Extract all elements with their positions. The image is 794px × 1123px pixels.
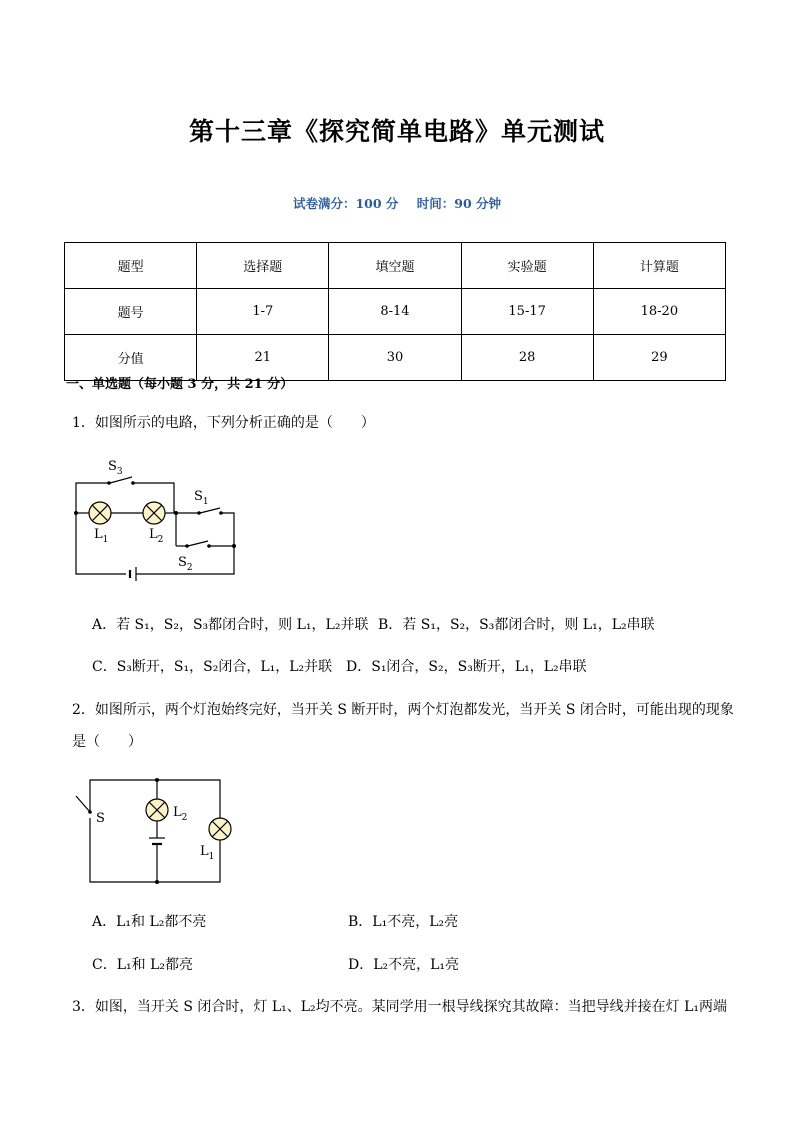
lamp-l1-icon <box>209 818 231 840</box>
lamp-l1-icon <box>89 502 111 524</box>
q1-option-c[interactable]: C．S₃断开，S₁，S₂闭合，L₁，L₂并联 <box>92 659 333 675</box>
q1-option-d[interactable]: D．S₁闭合，S₂，S₃断开，L₁，L₂串联 <box>346 659 587 675</box>
q2-option-d[interactable]: D．L₂不亮，L₁亮 <box>348 957 460 973</box>
q2-option-b[interactable]: B．L₁不亮，L₂亮 <box>348 914 459 930</box>
q2-option-c[interactable]: C．L₁和 L₂都亮 <box>92 957 193 973</box>
exam-time: 时间：90 分钟 <box>416 196 502 211</box>
q2-stem-line1: 2．如图所示，两个灯泡始终完好，当开关 S 断开时，两个灯泡都发光，当开关 S 闭合时，可能出现的现象 <box>72 702 734 718</box>
full-score: 试卷满分：100 分 <box>292 196 399 211</box>
table-cell: 分值 <box>65 335 197 381</box>
table-row <box>65 289 726 335</box>
label-l2: $L_2$ <box>173 805 188 823</box>
table-cell: 实验题 <box>461 243 593 289</box>
table-cell: 21 <box>197 335 329 381</box>
table-cell: 30 <box>329 335 461 381</box>
label-s: S <box>96 811 105 826</box>
label-l1: $L_1$ <box>94 527 109 545</box>
table-row <box>65 335 726 381</box>
table-cell: 28 <box>461 335 593 381</box>
q3-stem: 3．如图，当开关 S 闭合时，灯 L₁、L₂均不亮。某同学用一根导线探究其故障：当把导线并接在灯 L₁两端 <box>72 999 728 1015</box>
q1-stem: 1．如图所示的电路，下列分析正确的是（ ） <box>72 415 375 431</box>
score-table <box>64 242 726 381</box>
section-heading: 一、单选题（每小题 3 分，共 21 分） <box>66 377 294 392</box>
label-s1: $S_1$ <box>194 489 209 507</box>
label-s3: $S_3$ <box>108 459 123 477</box>
table-cell: 选择题 <box>197 243 329 289</box>
q1-option-a[interactable]: A．若 S₁，S₂，S₃都闭合时，则 L₁，L₂并联 <box>92 617 369 633</box>
table-cell: 填空题 <box>329 243 461 289</box>
table-cell: 1-7 <box>197 289 329 335</box>
q1-circuit-diagram <box>66 452 246 582</box>
lamp-l2-icon <box>146 799 168 821</box>
table-cell: 15-17 <box>461 289 593 335</box>
q2-option-a[interactable]: A．L₁和 L₂都不亮 <box>92 914 207 930</box>
table-cell: 18-20 <box>593 289 725 335</box>
table-cell: 计算题 <box>593 243 725 289</box>
page-title: 第十三章《探究简单电路》单元测试 <box>188 117 605 146</box>
table-cell: 29 <box>593 335 725 381</box>
label-s2: $S_2$ <box>178 555 193 573</box>
label-l2: $L_2$ <box>149 527 164 545</box>
q1-option-b[interactable]: B．若 S₁，S₂，S₃都闭合时，则 L₁，L₂串联 <box>378 617 655 633</box>
table-cell: 题型 <box>65 243 197 289</box>
lamp-l2-icon <box>143 502 165 524</box>
q2-stem-line2: 是（ ） <box>72 734 142 750</box>
q2-circuit-diagram <box>72 772 242 890</box>
exam-info <box>0 194 794 212</box>
label-l1: $L_1$ <box>200 844 215 862</box>
table-cell: 8-14 <box>329 289 461 335</box>
table-row <box>65 243 726 289</box>
table-cell: 题号 <box>65 289 197 335</box>
